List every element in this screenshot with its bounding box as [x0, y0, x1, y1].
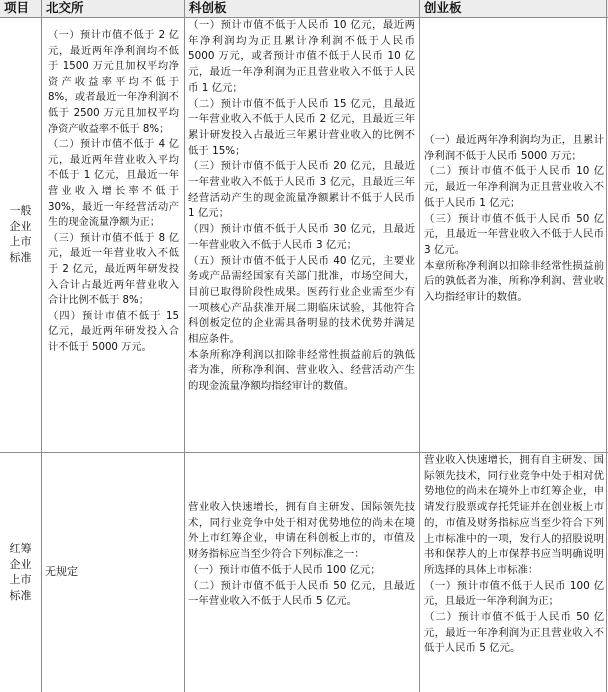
row-label-line: 企业 [9, 557, 32, 571]
star-standard-2: （二）预计市值不低于人民币 15 亿元，且最近一年营业收入不低于人民币 2 亿元，且最近三年累计研发投入占最近三年累计营业收入的比例不低于 15%； [188, 97, 415, 157]
header-cell-item: 项目 [0, 0, 41, 17]
star-standard-1: （一）预计市值不低于人民币 10 亿元，最近两年净利润均为正且累计净利润不低于人民币 5000 万元，或者预计市值不低于人民币 10 亿元，最近一年净利润为正且营业收入不低于人民币 1 亿元； [188, 19, 415, 94]
gem-standard-2: （二）预计市值不低于人民币 10 亿元，最近一年净利润为正且营业收入不低于人民币 1 亿元； [424, 165, 604, 209]
gem-redchip-intro: 营业收入快速增长，拥有自主研发、国际领先技术，同行业竞争中处于相对优势地位的尚未在境外上市红筹企业，申请发行股票或存托凭证并在创业板上市的，市值及财务指标应当至少符合下列上市标准中的一项，发行人的招股说明书和保荐人的上市保荐书应当明确说明所选择的具体上市标准： [424, 454, 604, 576]
gem-standard-3: （三）预计市值不低于人民币 50 亿元，且最近一年营业收入不低于人民币 3 亿元。 [424, 212, 604, 256]
row-label-line: 上市 [9, 235, 32, 249]
bse-standard-4: （四）预计市值不低于 15 亿元，最近两年研发投入合计不低于 5000 万元。 [48, 310, 179, 353]
star-general-cell [186, 18, 418, 395]
header-cell-star: 科创板 [185, 0, 419, 17]
bse-standard-1: （一）预计市值不低于 2 亿元，最近两年净利润均不低于 1500 万元且加权平均净资产收益率平均不低于 8%，或者最近一年净利润不低于 2500 万元且加权平均净资产收益率不低于 8%； [48, 30, 179, 135]
star-general-note: 本条所称净利润以扣除非经常性损益前后的孰低者为准，所称净利润、营业收入、经营活动产生的现金流量净额均指经审计的数值。 [188, 348, 415, 393]
star-redchip-cell [186, 500, 418, 610]
grid-line [184, 0, 185, 692]
row-label-line: 企业 [9, 219, 32, 233]
star-redchip-standard-2: （二）预计市值不低于人民币 50 亿元，且最近一年营业收入不低于人民币 5 亿元。 [188, 579, 415, 608]
gem-redchip-cell [421, 453, 606, 657]
gem-standard-1: （一）最近两年净利润均为正，且累计净利润不低于人民币 5000 万元； [424, 134, 604, 162]
row-label-line: 标准 [9, 250, 32, 264]
grid-line [606, 0, 607, 692]
grid-line [41, 0, 42, 692]
row-label-general [0, 203, 41, 265]
header-cell-gem: 创业板 [420, 0, 608, 17]
bse-standard-3: （三）预计市值不低于 8 亿元，最近一年营业收入不低于 2 亿元，最近两年研发投入合计占最近两年营业收入合计比例不低于 8%； [48, 232, 179, 307]
star-redchip-intro: 营业收入快速增长，拥有自主研发、国际领先技术，同行业竞争中处于相对优势地位的尚未在境外上市红筹企业，申请在科创板上市的，市值及财务指标应当至少符合下列标准之一： [188, 501, 415, 561]
grid-line [419, 0, 420, 692]
row-label-line: 标准 [9, 588, 32, 602]
bse-standard-2: （二）预计市值不低于 4 亿元，最近两年营业收入平均不低于 1 亿元，且最近一年营业收入增长率不低于 30%，最近一年经营活动产生的现金流量净额为正； [48, 139, 179, 229]
gem-redchip-standard-2: （二）预计市值不低于人民币 50 亿元，最近一年净利润为正且营业收入不低于人民币 5 亿元。 [424, 611, 604, 655]
star-standard-3: （三）预计市值不低于人民币 20 亿元，且最近一年营业收入不低于人民币 3 亿元，且最近三年经营活动产生的现金流量净额累计不低于人民币 1 亿元； [188, 160, 415, 220]
bse-redchip-cell: 无规定 [45, 565, 78, 578]
row-label-line: 一般 [9, 204, 32, 217]
gem-general-cell [421, 133, 606, 306]
gem-general-note: 本章所称净利润以扣除非经常性损益前后的孰低者为准，所称净利润、营业收入均指经审计的数值。 [424, 259, 604, 304]
star-standard-5: （五）预计市值不低于人民币 40 亿元，主要业务或产品需经国家有关部门批准，市场空间大，目前已取得阶段性成果。医药行业企业需至少有一项核心产品获准开展二期临床试验，其他符合科创板定位的企业需具备明显的技术优势并满足相应条件。 [188, 254, 415, 346]
row-label-redchip [0, 541, 41, 603]
row-label-line: 上市 [9, 573, 32, 587]
row-label-line: 红筹 [9, 542, 32, 555]
bse-general-cell [43, 28, 182, 355]
star-redchip-standard-1: （一）预计市值不低于人民币 100 亿元； [188, 563, 381, 576]
gem-redchip-standard-1: （一）预计市值不低于人民币 100 亿元，且最近一年净利润为正； [424, 579, 604, 608]
star-standard-4: （四）预计市值不低于人民币 30 亿元，且最近一年营业收入不低于人民币 3 亿元； [188, 223, 415, 251]
header-cell-bse: 北交所 [42, 0, 184, 17]
